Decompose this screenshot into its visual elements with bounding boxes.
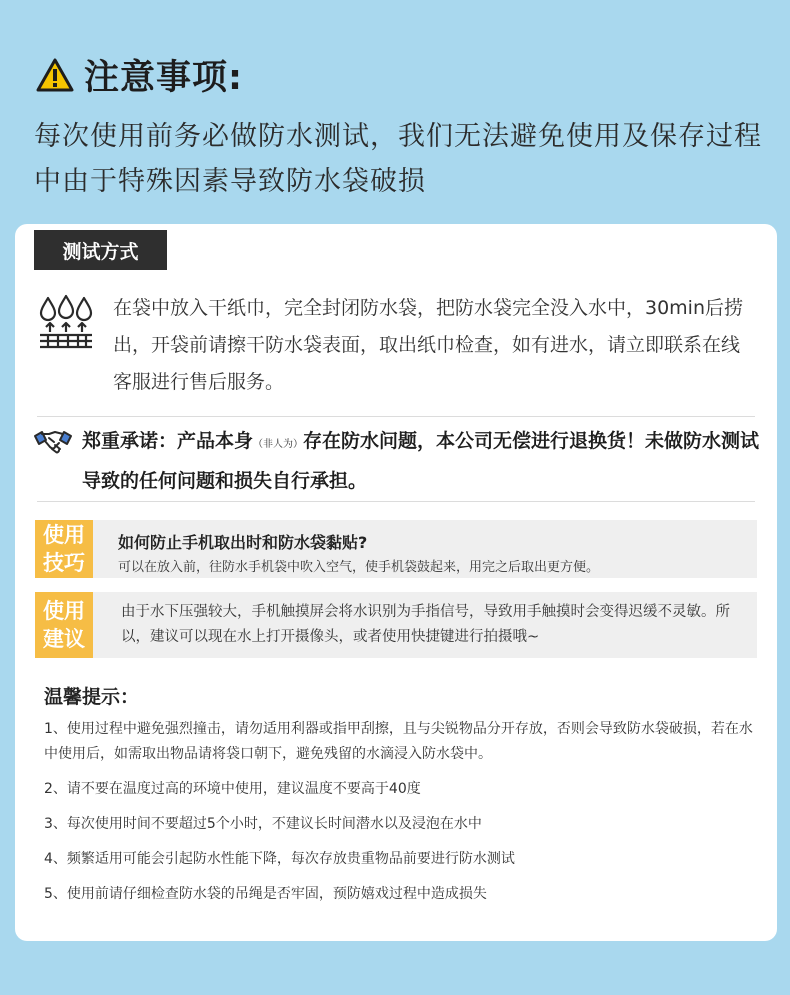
test-method-text: 在袋中放入干纸巾，完全封闭防水袋，把防水袋完全没入水中，30min后捞出，开袋前请擦干防水袋表面，取出纸巾检查，如有进水，请立即联系在线客服进行售后服务。 (113, 297, 744, 393)
tip-label-skill (35, 520, 93, 578)
tip-label-line: 使用 (43, 523, 85, 547)
tip-label-line: 技巧 (43, 551, 85, 575)
tip-body: 由于水下压强较大，手机触摸屏会将水识别为手指信号，导致用手触摸时会变得迟缓不灵敏。所以，建议可以现在水上打开摄像头，或者使用快捷键进行拍摄哦~ (121, 604, 730, 645)
list-item: 5、使用前请仔细检查防水袋的吊绳是否牢固，预防嬉戏过程中造成损失 (44, 886, 487, 902)
tip-box-advice (35, 592, 757, 658)
warm-tips-list (44, 717, 764, 917)
promise-note: （非人为） (253, 439, 304, 450)
list-item: 1、使用过程中避免强烈撞击，请勿适用利器或指甲刮擦，且与尖锐物品分开存放，否则会导致防水袋破损，若在水中使用后，如需取出物品请将袋口朝下，避免残留的水滴浸入防水袋中。 (44, 721, 753, 762)
tip-label-advice (35, 592, 93, 658)
warm-tips-title: 温馨提示： (44, 686, 140, 708)
tip-box-skill (35, 520, 757, 578)
list-item: 3、每次使用时间不要超过5个小时，不建议长时间潜水以及浸泡在水中 (44, 816, 482, 832)
promise-part2: 存在防水问题，本公司无偿进行退换货！未做防水测试导致的任何问题和损失自行承担。 (82, 430, 760, 492)
page-header (36, 50, 243, 100)
promise-text (82, 423, 772, 499)
test-method-badge: 测试方式 (34, 230, 167, 270)
list-item: 4、频繁适用可能会引起防水性能下降，每次存放贵重物品前要进行防水测试 (44, 851, 515, 867)
divider (37, 416, 755, 417)
tip-label-line: 建议 (43, 627, 85, 651)
water-drops-icon (36, 294, 96, 352)
tip-title: 如何防止手机取出时和防水袋黏贴? (118, 533, 368, 552)
warning-icon (36, 58, 74, 92)
page-title: 注意事项: (84, 58, 243, 98)
list-item: 2、请不要在温度过高的环境中使用，建议温度不要高于40度 (44, 781, 421, 797)
divider (37, 501, 755, 502)
promise-part1: 郑重承诺：产品本身 (82, 430, 254, 452)
tip-subtitle: 可以在放入前，往防水手机袋中吹入空气，使手机袋鼓起来，用完之后取出更方便。 (118, 560, 600, 575)
intro-text: 每次使用前务必做防水测试，我们无法避免使用及保存过程中由于特殊因素导致防水袋破损 (34, 121, 762, 197)
handshake-icon (33, 428, 73, 456)
tip-label-line: 使用 (43, 599, 85, 623)
content-card (15, 224, 777, 941)
